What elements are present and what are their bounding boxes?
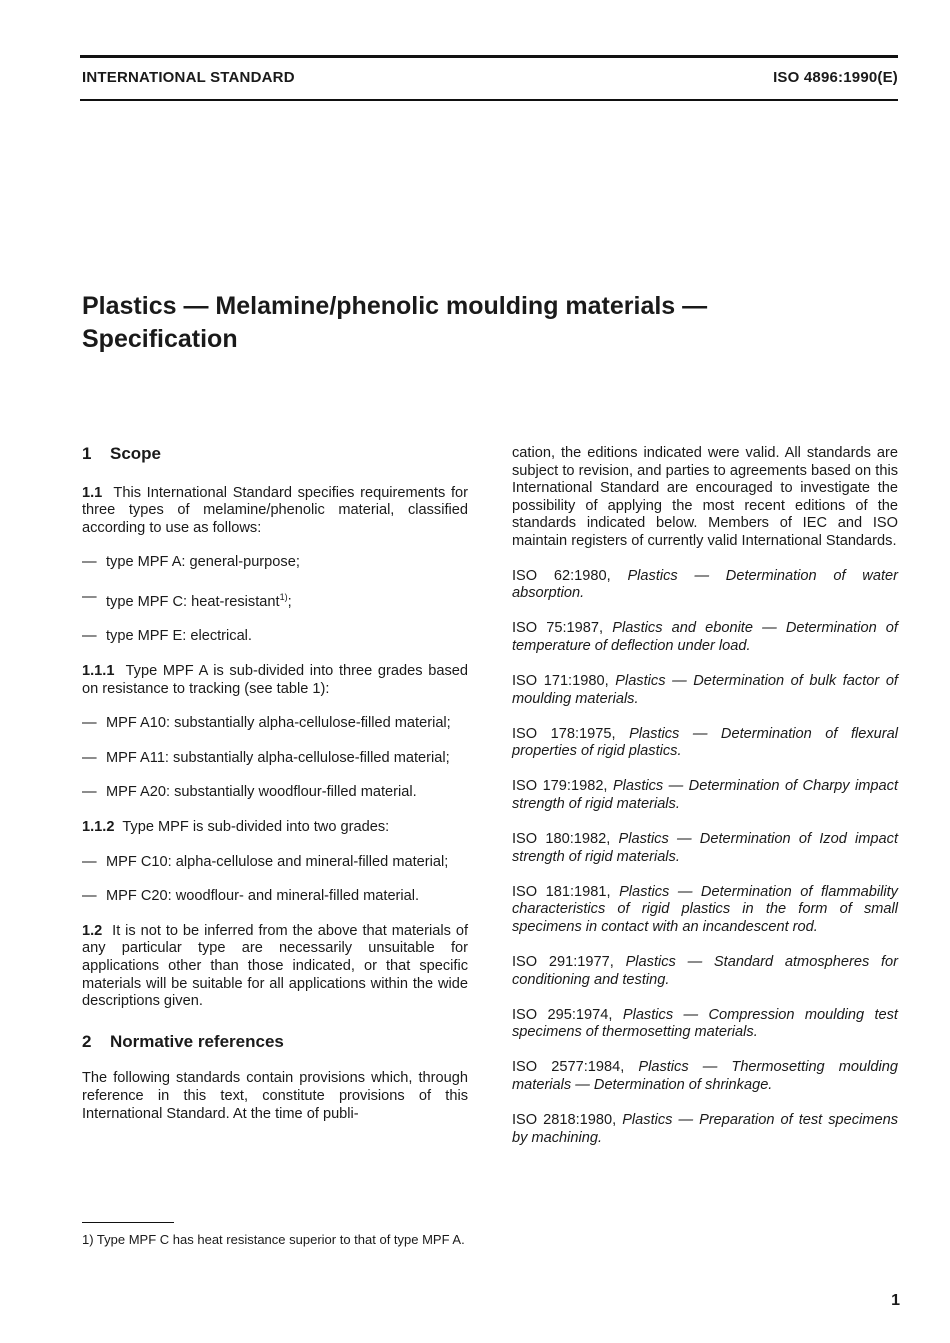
list-item: — type MPF E: electrical.	[82, 628, 252, 645]
reference-code: ISO 181:1981,	[512, 883, 611, 900]
reference-code: ISO 180:1982,	[512, 831, 611, 847]
section-number: 1	[82, 444, 92, 463]
section-normative-heading	[82, 1033, 468, 1051]
reference-list	[512, 568, 898, 1148]
reference-item	[512, 884, 898, 937]
clause-1-1-2	[82, 819, 468, 837]
reference-code: ISO 171:1980,	[512, 672, 609, 689]
list-item: — MPF A10: substantially alpha-cellulose-filled material;	[82, 715, 451, 732]
footnote-ref: 1)	[279, 591, 288, 602]
reference-title: Plastics — Determination of water absorption.	[512, 567, 898, 602]
reference-item	[512, 1007, 898, 1042]
list-item: — MPF C10: alpha-cellulose and mineral-filled material;	[82, 853, 449, 870]
reference-title: Plastics — Determination of bulk factor of moulding materials.	[512, 672, 898, 707]
header-bottom-rule	[80, 99, 898, 101]
reference-title: Plastics — Determination of flammability characteristics of rigid plastics in the form of small specimens in contact with an incandescent rod.	[512, 883, 898, 935]
reference-title: Plastics — Determination of Charpy impact strength of rigid materials.	[512, 778, 898, 812]
header-iso-number: ISO 4896:1990(E)	[773, 69, 898, 86]
clause-text: Type MPF is sub-divided into two grades:	[122, 818, 390, 835]
clause-1-1-1	[82, 663, 468, 698]
reference-code: ISO 2577:1984,	[512, 1059, 625, 1076]
reference-item	[512, 778, 898, 813]
clause-number: 1.2	[82, 922, 103, 939]
section-scope-heading	[82, 445, 468, 463]
reference-title: Plastics and ebonite — Determination of temperature of deflection under load.	[512, 620, 898, 654]
footnote: 1) Type MPF C has heat resistance superior to that of type MPF A.	[82, 1232, 465, 1247]
reference-code: ISO 62:1980,	[512, 567, 611, 584]
normative-intro-part-2: cation, the editions indicated were valid. All standards are subject to revision, and parties to agreements based on this International Standard are encouraged to investigate the possibility of applying the most recent editions of the standards indicated below. Members of IEC and ISO maintain registers of currently valid International Standards.	[512, 445, 898, 549]
right-column	[512, 445, 898, 1165]
section-title: Scope	[110, 444, 162, 463]
reference-item	[512, 954, 898, 989]
list-item: — MPF A20: substantially woodflour-filled material.	[82, 784, 417, 801]
reference-title: Plastics — Compression moulding test specimens of thermosetting materials.	[512, 1006, 898, 1041]
left-column	[82, 445, 468, 1140]
clause-number: 1.1.1	[82, 663, 115, 680]
reference-item	[512, 726, 898, 761]
reference-title: Plastics — Thermosetting moulding materials — Determination of shrinkage.	[512, 1059, 898, 1093]
list-item: — type MPF C: heat-resistant$^{1)}$;	[82, 588, 292, 610]
clause-number: 1.1.2	[82, 818, 115, 835]
clause-1-2	[82, 923, 468, 1011]
reference-item	[512, 831, 898, 866]
footnote-rule	[82, 1222, 174, 1223]
reference-title: Plastics — Determination of flexural properties of rigid plastics.	[512, 725, 898, 760]
reference-code: ISO 291:1977,	[512, 953, 614, 970]
section-title: Normative references	[110, 1031, 284, 1051]
normative-intro-part-1: The following standards contain provisions which, through reference in this text, constitute provisions of this International Standard. At the time of publi-	[82, 1070, 468, 1122]
reference-code: ISO 2818:1980,	[512, 1112, 617, 1129]
section-number: 2	[82, 1031, 92, 1051]
reference-item	[512, 1112, 898, 1147]
reference-item	[512, 673, 898, 708]
reference-title: Plastics — Determination of Izod impact strength of rigid materials.	[512, 831, 899, 865]
clause-text: It is not to be inferred from the above that materials of any particular type are necessarily unsuitable for applications other than those indicated, or that specific materials will be suitable for all applications within the wide descriptions given.	[82, 922, 469, 1010]
list-item: — MPF A11: substantially alpha-cellulose-filled material;	[82, 749, 450, 766]
page-number: 1	[891, 1292, 900, 1309]
header-top-rule	[80, 55, 898, 58]
title-line-2: Specification	[82, 325, 238, 353]
clause-number: 1.1	[82, 484, 103, 501]
clause-text: This International Standard specifies requirements for three types of melamine/phenolic material, classified according to use as follows:	[82, 484, 468, 536]
reference-code: ISO 179:1982,	[512, 778, 608, 795]
reference-item	[512, 620, 898, 655]
list-item: — MPF C20: woodflour- and mineral-filled material.	[82, 888, 420, 905]
reference-title: Plastics — Preparation of test specimens by machining.	[512, 1112, 898, 1146]
list-item: — type MPF A: general-purpose;	[82, 554, 300, 571]
reference-title: Plastics — Standard atmospheres for conditioning and testing.	[512, 953, 899, 988]
reference-item	[512, 1059, 898, 1094]
title-line-1: Plastics — Melamine/phenolic moulding materials —	[82, 292, 708, 320]
reference-code: ISO 75:1987,	[512, 620, 604, 637]
header-standard-label: INTERNATIONAL STANDARD	[82, 69, 295, 86]
reference-code: ISO 295:1974,	[512, 1006, 613, 1023]
reference-item	[512, 568, 898, 603]
reference-code: ISO 178:1975,	[512, 725, 616, 742]
document-title	[82, 290, 842, 356]
clause-text: Type MPF A is sub-divided into three grades based on resistance to tracking (see table 1):	[82, 663, 468, 697]
clause-1-1	[82, 485, 468, 538]
